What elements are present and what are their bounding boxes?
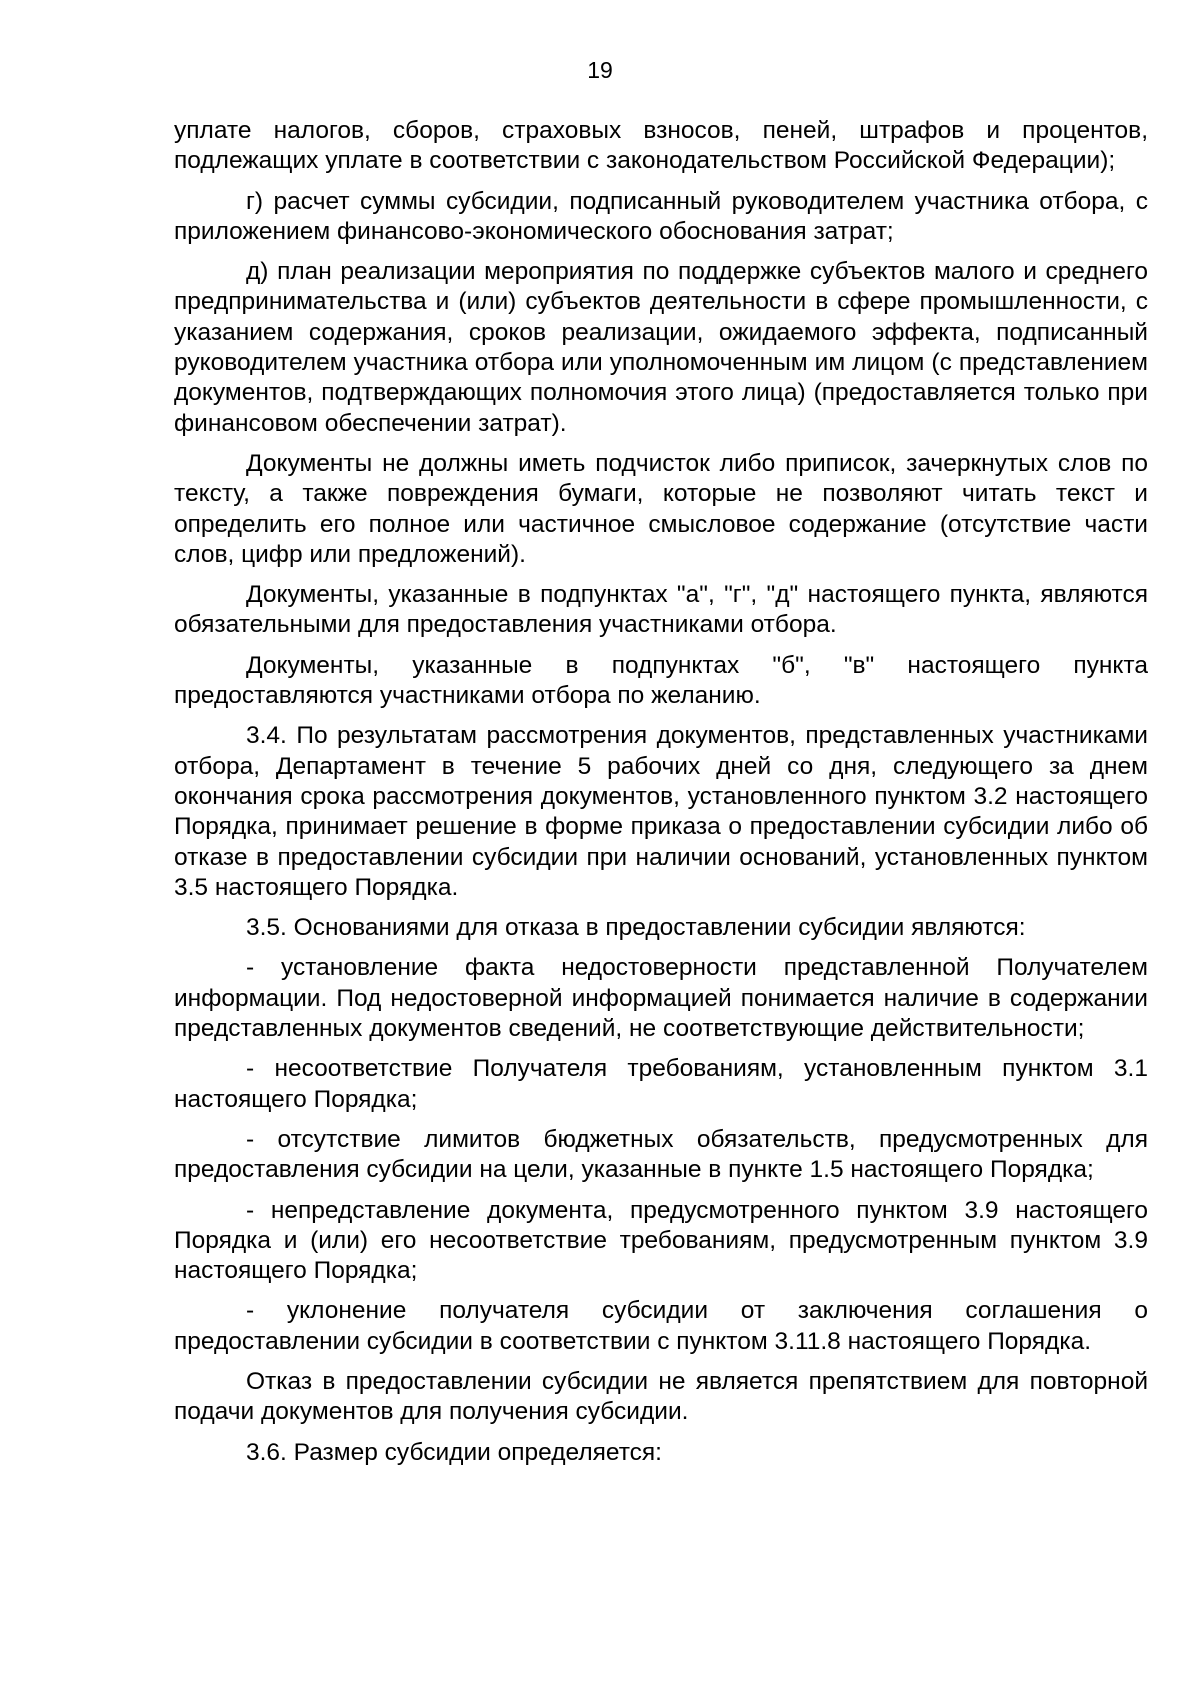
paragraph-refusal-reason-2: - несоответствие Получателя требованиям, установленным пунктом 3.1 настоящего Порядка; bbox=[174, 1055, 1148, 1113]
paragraph-section-3-6: 3.6. Размер субсидии определяется: bbox=[246, 1438, 662, 1466]
paragraph-item-g: г) расчет суммы субсидии, подписанный руководителем участника отбора, с приложением финансово-экономического обоснования затрат; bbox=[174, 187, 1148, 245]
paragraph-section-3-5: 3.5. Основаниями для отказа в предоставлении субсидии являются: bbox=[246, 914, 1026, 942]
document-body bbox=[174, 116, 1148, 1478]
paragraph-section-3-4: 3.4. По результатам рассмотрения документов, представленных участниками отбора, Департамент в течение 5 рабочих дней со дня, следующего за днем окончания срока рассмотрения документов, установленного пунктом 3.2 настоящего Порядка, принимает решение в форме приказа о предоставлении субсидии либо об отказе в предоставлении субсидии при наличии оснований, установленных пунктом 3.5 настоящего Порядка. bbox=[174, 722, 1148, 901]
paragraph-refusal-reason-4: - непредставление документа, предусмотренного пунктом 3.9 настоящего Порядка и (или) его несоответствие требованиям, предусмотренным пунктом 3.9 настоящего Порядка; bbox=[174, 1196, 1148, 1285]
paragraph-optional-documents: Документы, указанные в подпунктах "б", "в" настоящего пункта предоставляются участниками отбора по желанию. bbox=[174, 651, 1148, 710]
paragraph-resubmission: Отказ в предоставлении субсидии не является препятствием для повторной подачи документов для получения субсидии. bbox=[174, 1367, 1148, 1426]
paragraph-refusal-reason-1: - установление факта недостоверности представленной Получателем информации. Под недостоверной информацией понимается наличие в содержании представленных документов сведений, не соответствующие действительности; bbox=[174, 954, 1148, 1043]
page-number: 19 bbox=[587, 57, 613, 83]
paragraph-item-d: д) план реализации мероприятия по поддержке субъектов малого и среднего предпринимательства и (или) субъектов деятельности в сфере промышленности, с указанием содержания, сроков реализации, ожидаемого эффекта, подписанный руководителем участника отбора или уполномоченным им лицом (с представлением документов, подтверждающих полномочия этого лица) (предоставляется только при финансовом обеспечении затрат). bbox=[174, 258, 1148, 437]
paragraph-refusal-reason-3: - отсутствие лимитов бюджетных обязательств, предусмотренных для предоставления субсидии на цели, указанные в пункте 1.5 настоящего Порядка; bbox=[174, 1125, 1148, 1184]
paragraph-document-requirements: Документы не должны иметь подчисток либо приписок, зачеркнутых слов по тексту, а также повреждения бумаги, которые не позволяют читать текст и определить его полное или частичное смысловое содержание (отсутствие части слов, цифр или предложений). bbox=[174, 449, 1148, 568]
paragraph-refusal-reason-5: - уклонение получателя субсидии от заключения соглашения о предоставлении субсидии в соответствии с пунктом 3.11.8 настоящего Порядка. bbox=[174, 1297, 1148, 1355]
paragraph-mandatory-documents: Документы, указанные в подпунктах "а", "г", "д" настоящего пункта, являются обязательными для предоставления участниками отбора. bbox=[174, 581, 1148, 639]
paragraph-continuation: уплате налогов, сборов, страховых взносов, пеней, штрафов и процентов, подлежащих уплате в соответствии с законодательством Российской Федерации); bbox=[174, 117, 1148, 175]
